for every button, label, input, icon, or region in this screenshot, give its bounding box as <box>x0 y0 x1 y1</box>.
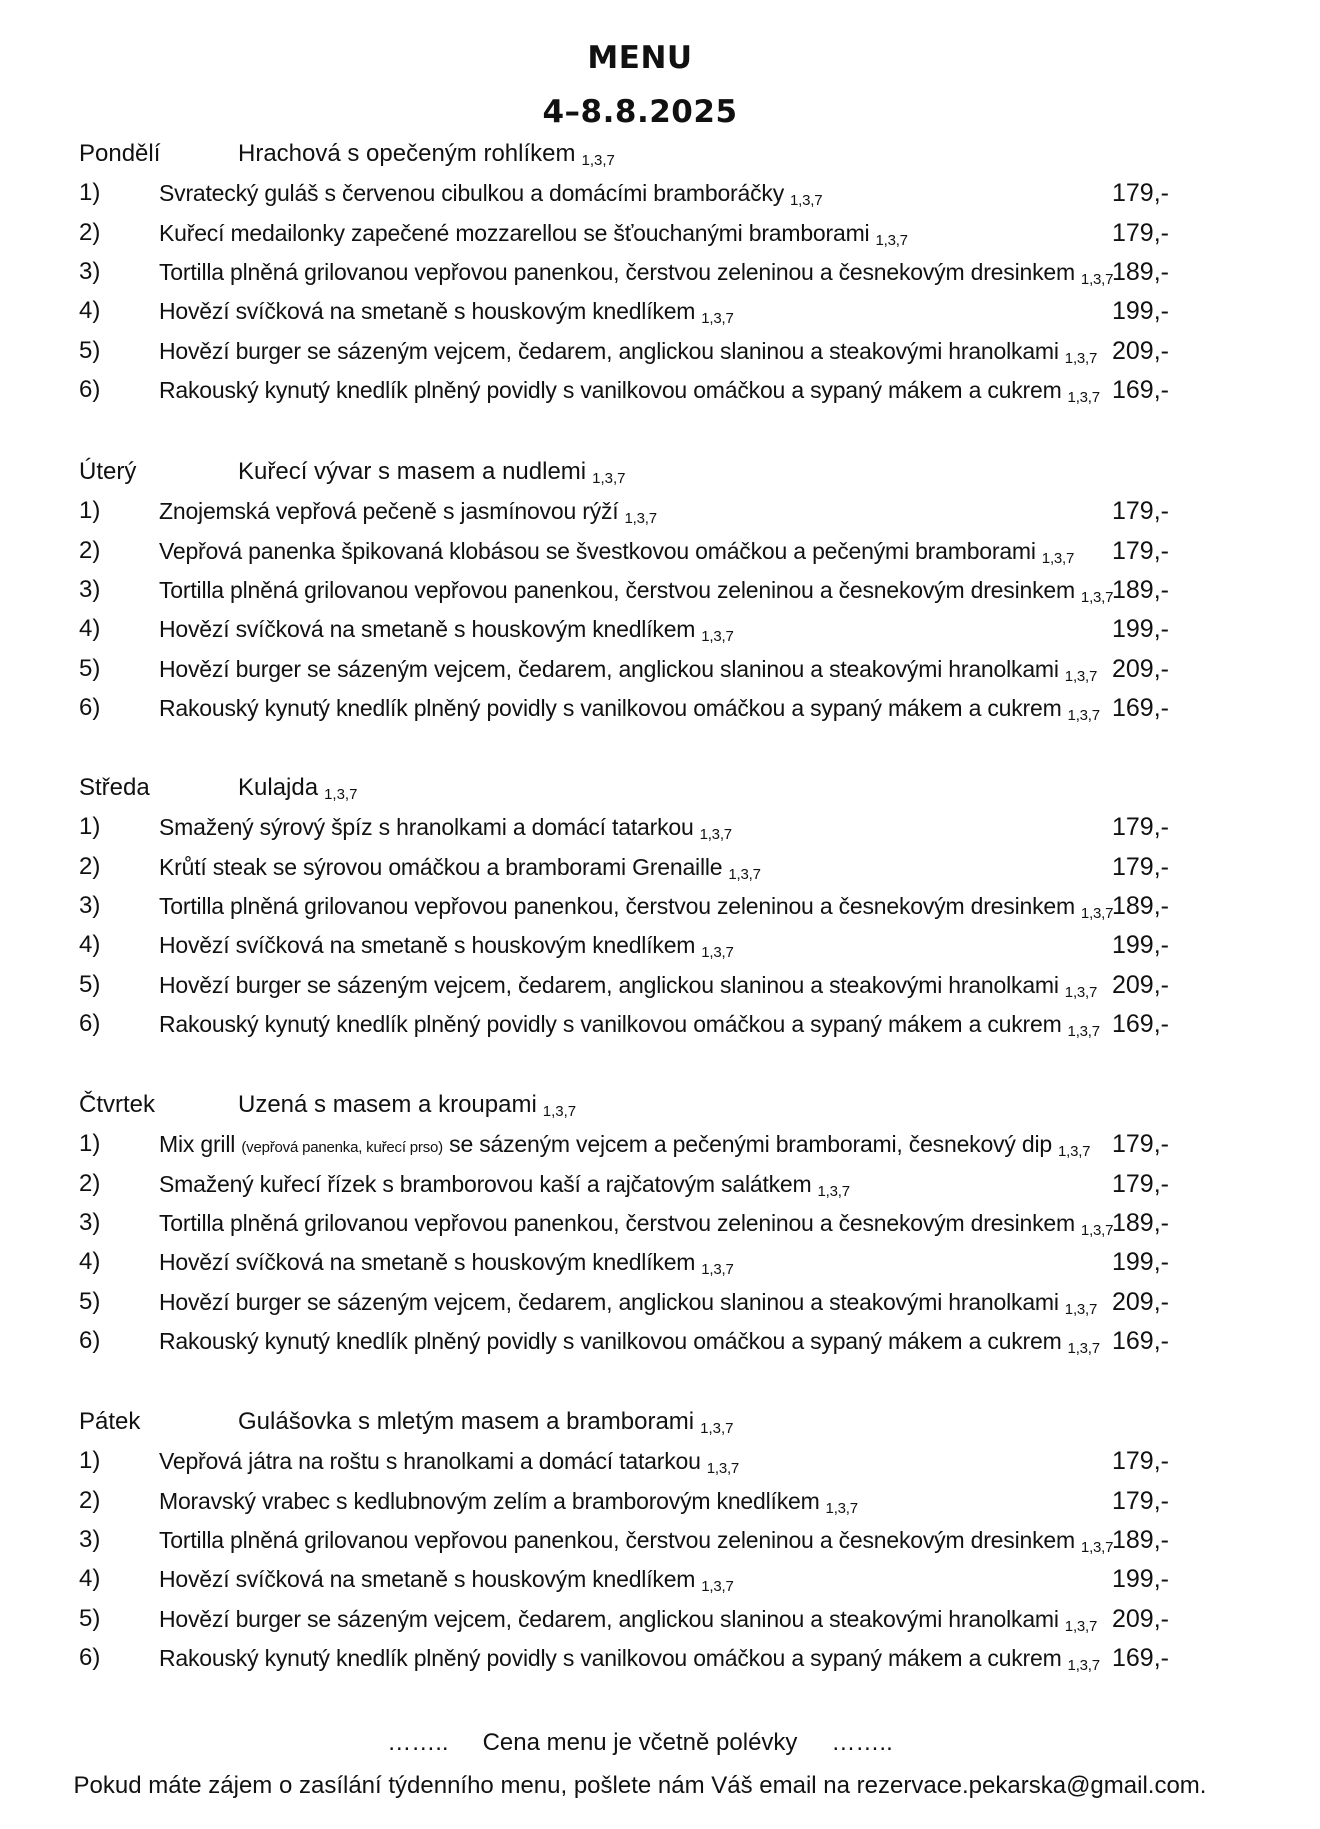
dish-price: 189,- <box>1112 1208 1169 1237</box>
dish-allergens: 1,3,7 <box>1064 1617 1098 1635</box>
dish-price: 179,- <box>1112 1169 1169 1198</box>
dish-row <box>0 1481 1320 1521</box>
dish-row <box>0 1520 1320 1560</box>
dish-number: 2) <box>79 1486 101 1514</box>
soup-name: Kuřecí vývar s masem a nudlemi <box>238 458 587 485</box>
dish-allergens: 1,3,7 <box>1067 388 1100 406</box>
dish-row <box>0 925 1320 965</box>
menu-date-range: 4–8.8.2025 <box>542 94 738 130</box>
dish-name: Hovězí svíčková na smetaně s houskovým knedlíkem <box>159 932 696 959</box>
dish-number: 5) <box>79 970 101 998</box>
dish-price: 199,- <box>1112 615 1169 644</box>
dish-row <box>0 1441 1320 1481</box>
dish-row <box>0 688 1320 728</box>
dish-description <box>159 1599 1097 1643</box>
dish-row <box>0 1638 1320 1678</box>
soup-allergens: 1,3,7 <box>581 152 615 169</box>
dish-name: Hovězí svíčková na smetaně s houskovým knedlíkem <box>159 1249 696 1276</box>
dish-number: 1) <box>79 813 101 841</box>
dish-description <box>159 847 761 891</box>
dish-name-prefix: Mix grill <box>159 1131 236 1158</box>
day-header <box>0 1085 1320 1125</box>
dish-price: 209,- <box>1112 336 1169 365</box>
dish-number: 4) <box>79 1565 101 1593</box>
dish-price: 199,- <box>1112 931 1169 960</box>
dish-name: Hovězí burger se sázeným vejcem, čedarem, anglickou slaninou a steakovými hranolkami <box>159 1288 1059 1315</box>
dish-number: 5) <box>79 1287 101 1315</box>
dish-description <box>159 807 732 851</box>
dish-number: 1) <box>79 179 101 207</box>
dish-price: 209,- <box>1112 654 1169 683</box>
day-header <box>0 452 1320 492</box>
dish-row <box>0 609 1320 649</box>
dish-description <box>159 1638 1100 1682</box>
dish-description <box>159 531 1074 575</box>
dish-name: Tortilla plněná grilovanou vepřovou panenkou, čerstvou zeleninou a česnekovým dresinkem <box>159 1209 1075 1236</box>
dish-description <box>159 925 734 969</box>
footer-dots-left: …….. <box>387 1729 449 1756</box>
soup-allergens: 1,3,7 <box>592 470 626 487</box>
day-name: Čtvrtek <box>79 1091 156 1118</box>
dish-note: (vepřová panenka, kuřecí prso) <box>241 1139 443 1157</box>
dish-description <box>159 886 1113 930</box>
dish-number: 6) <box>79 1009 101 1037</box>
dish-row <box>0 1124 1320 1164</box>
dish-number: 6) <box>79 375 101 403</box>
dish-price: 179,- <box>1112 1130 1169 1159</box>
dish-price: 179,- <box>1112 1486 1169 1515</box>
dish-price: 189,- <box>1112 575 1169 604</box>
dish-description <box>159 1164 850 1208</box>
dish-number: 3) <box>79 257 101 285</box>
soup-name: Kulajda <box>238 774 319 801</box>
dish-row <box>0 1242 1320 1282</box>
dish-allergens: 1,3,7 <box>875 231 908 249</box>
dish-name: Rakouský kynutý knedlík plněný povidly s vanilkovou omáčkou a sypaný mákem a cukrem <box>159 376 1062 403</box>
soup-allergens: 1,3,7 <box>700 1420 734 1437</box>
dish-name: Hovězí burger se sázeným vejcem, čedarem, anglickou slaninou a steakovými hranolkami <box>159 1605 1059 1632</box>
dish-allergens: 1,3,7 <box>817 1182 850 1200</box>
soup-name: Gulášovka s mletým masem a bramborami <box>238 1408 695 1435</box>
dish-description <box>159 649 1097 693</box>
dish-allergens: 1,3,7 <box>706 1460 740 1478</box>
dish-allergens: 1,3,7 <box>1067 706 1100 724</box>
dish-description <box>159 1124 1090 1168</box>
dish-price: 179,- <box>1112 497 1169 526</box>
dish-price: 169,- <box>1112 1009 1169 1038</box>
dish-name: Vepřová játra na roštu s hranolkami a domácí tatarkou <box>159 1448 701 1475</box>
dish-row <box>0 1559 1320 1599</box>
dish-name: Hovězí svíčková na smetaně s houskovým knedlíkem <box>159 298 696 325</box>
dish-description <box>159 1004 1100 1048</box>
dish-allergens: 1,3,7 <box>701 944 734 962</box>
dish-name: Tortilla plněná grilovanou vepřovou panenkou, čerstvou zeleninou a česnekovým dresinkem <box>159 1526 1075 1553</box>
dish-price: 169,- <box>1112 375 1169 404</box>
day-header <box>0 134 1320 174</box>
dish-allergens: 1,3,7 <box>1064 667 1098 685</box>
day-name: Úterý <box>79 458 137 485</box>
dish-allergens: 1,3,7 <box>1080 1538 1114 1556</box>
day-header <box>0 768 1320 808</box>
dish-name: Rakouský kynutý knedlík plněný povidly s vanilkovou omáčkou a sypaný mákem a cukrem <box>159 1327 1062 1354</box>
dish-number: 1) <box>79 1447 101 1475</box>
dish-allergens: 1,3,7 <box>1067 1656 1100 1674</box>
dish-row <box>0 491 1320 531</box>
dish-number: 3) <box>79 575 101 603</box>
dish-description <box>159 1559 734 1603</box>
dish-description <box>159 965 1097 1009</box>
dish-number: 3) <box>79 1208 101 1236</box>
dish-allergens: 1,3,7 <box>1064 349 1098 367</box>
day-name: Středa <box>79 774 150 801</box>
dish-allergens: 1,3,7 <box>1064 983 1098 1001</box>
dish-price: 189,- <box>1112 257 1169 286</box>
dish-allergens: 1,3,7 <box>701 628 734 646</box>
dish-name: Hovězí svíčková na smetaně s houskovým knedlíkem <box>159 1566 696 1593</box>
dish-price: 199,- <box>1112 1248 1169 1277</box>
dish-number: 3) <box>79 1525 101 1553</box>
dish-number: 5) <box>79 654 101 682</box>
dish-name: Rakouský kynutý knedlík plněný povidly s vanilkovou omáčkou a sypaný mákem a cukrem <box>159 1010 1062 1037</box>
dish-description <box>159 688 1100 732</box>
dish-number: 5) <box>79 336 101 364</box>
dish-number: 5) <box>79 1604 101 1632</box>
dish-row <box>0 886 1320 926</box>
dish-price: 199,- <box>1112 297 1169 326</box>
dish-number: 4) <box>79 297 101 325</box>
soup-of-day <box>238 1085 576 1128</box>
dish-number: 6) <box>79 693 101 721</box>
dish-price: 209,- <box>1112 970 1169 999</box>
dish-name: Smažený sýrový špíz s hranolkami a domácí tatarkou <box>159 814 694 841</box>
dish-number: 6) <box>79 1326 101 1354</box>
dish-number: 4) <box>79 615 101 643</box>
dish-name: Hovězí burger se sázeným vejcem, čedarem, anglickou slaninou a steakovými hranolkami <box>159 971 1059 998</box>
dish-description <box>159 1441 739 1485</box>
dish-row <box>0 807 1320 847</box>
dish-price: 209,- <box>1112 1287 1169 1316</box>
dish-allergens: 1,3,7 <box>1057 1143 1091 1161</box>
dish-price: 209,- <box>1112 1604 1169 1633</box>
dish-allergens: 1,3,7 <box>1067 1339 1100 1357</box>
dish-name: Hovězí burger se sázeným vejcem, čedarem, anglickou slaninou a steakovými hranolkami <box>159 337 1059 364</box>
dish-number: 4) <box>79 1248 101 1276</box>
dish-row <box>0 649 1320 689</box>
dish-row <box>0 1321 1320 1361</box>
soup-allergens: 1,3,7 <box>324 786 358 803</box>
dish-row <box>0 1004 1320 1044</box>
dish-description <box>159 609 734 653</box>
footer-contact: Pokud máte zájem o zasílání týdenního menu, pošlete nám Váš email na rezervace.pekarska@gmail.com. <box>73 1772 1207 1799</box>
dish-name: Moravský vrabec s kedlubnovým zelím a bramborovým knedlíkem <box>159 1487 820 1514</box>
soup-of-day <box>238 452 626 495</box>
dish-description <box>159 213 908 257</box>
dish-number: 2) <box>79 852 101 880</box>
dish-number: 3) <box>79 891 101 919</box>
dish-name: Tortilla plněná grilovanou vepřovou panenkou, čerstvou zeleninou a česnekovým dresinkem <box>159 576 1075 603</box>
dish-price: 179,- <box>1112 1447 1169 1476</box>
dish-description <box>159 370 1100 414</box>
footer-note: Cena menu je včetně polévky <box>482 1729 798 1756</box>
dish-description <box>159 570 1113 614</box>
dish-name: Smažený kuřecí řízek s bramborovou kaší a rajčatovým salátkem <box>159 1170 812 1197</box>
soup-of-day <box>238 768 357 811</box>
dish-name: Krůtí steak se sýrovou omáčkou a bramborami Grenaille <box>159 853 723 880</box>
dish-row <box>0 173 1320 213</box>
dish-number: 4) <box>79 931 101 959</box>
dish-name: se sázeným vejcem a pečenými bramborami, česnekový dip <box>449 1131 1052 1158</box>
dish-row <box>0 1164 1320 1204</box>
dish-allergens: 1,3,7 <box>1080 270 1114 288</box>
dish-name: Tortilla plněná grilovanou vepřovou panenkou, čerstvou zeleninou a česnekovým dresinkem <box>159 892 1075 919</box>
dish-allergens: 1,3,7 <box>1080 588 1114 606</box>
soup-of-day <box>238 134 615 177</box>
dish-price: 179,- <box>1112 852 1169 881</box>
dish-price: 189,- <box>1112 1525 1169 1554</box>
dish-number: 1) <box>79 1130 101 1158</box>
dish-allergens: 1,3,7 <box>624 510 657 528</box>
dish-name: Hovězí svíčková na smetaně s houskovým knedlíkem <box>159 616 696 643</box>
soup-of-day <box>238 1402 734 1445</box>
footer-dots-right: …….. <box>831 1729 893 1756</box>
dish-price: 179,- <box>1112 218 1169 247</box>
soup-allergens: 1,3,7 <box>542 1103 577 1120</box>
dish-row <box>0 1282 1320 1322</box>
dish-allergens: 1,3,7 <box>825 1499 858 1517</box>
dish-name: Vepřová panenka špikovaná klobásou se švestkovou omáčkou a pečenými bramborami <box>159 537 1036 564</box>
dish-row <box>0 847 1320 887</box>
dish-description <box>159 1203 1113 1247</box>
dish-description <box>159 331 1097 375</box>
dish-allergens: 1,3,7 <box>1041 549 1075 567</box>
dish-row <box>0 570 1320 610</box>
dish-row <box>0 331 1320 371</box>
dish-allergens: 1,3,7 <box>1064 1300 1098 1318</box>
dish-price: 189,- <box>1112 891 1169 920</box>
soup-name: Uzená s masem a kroupami <box>238 1091 537 1118</box>
dish-allergens: 1,3,7 <box>728 865 761 883</box>
dish-number: 1) <box>79 497 101 525</box>
dish-price: 179,- <box>1112 813 1169 842</box>
dish-description <box>159 1481 858 1525</box>
dish-number: 2) <box>79 218 101 246</box>
dish-description <box>159 1520 1113 1564</box>
dish-row <box>0 252 1320 292</box>
dish-allergens: 1,3,7 <box>1080 904 1114 922</box>
dish-price: 179,- <box>1112 179 1169 208</box>
dish-allergens: 1,3,7 <box>1080 1221 1114 1239</box>
dish-number: 6) <box>79 1643 101 1671</box>
day-name: Pondělí <box>79 140 161 167</box>
dish-name: Tortilla plněná grilovanou vepřovou panenkou, čerstvou zeleninou a česnekovým dresinkem <box>159 258 1075 285</box>
day-name: Pátek <box>79 1408 141 1435</box>
dish-price: 199,- <box>1112 1565 1169 1594</box>
dish-number: 2) <box>79 536 101 564</box>
dish-description <box>159 291 734 335</box>
dish-name: Rakouský kynutý knedlík plněný povidly s vanilkovou omáčkou a sypaný mákem a cukrem <box>159 694 1062 721</box>
dish-row <box>0 291 1320 331</box>
dish-description <box>159 1282 1097 1326</box>
dish-allergens: 1,3,7 <box>1067 1022 1100 1040</box>
dish-price: 179,- <box>1112 536 1169 565</box>
dish-allergens: 1,3,7 <box>701 310 734 328</box>
dish-row <box>0 370 1320 410</box>
dish-price: 169,- <box>1112 693 1169 722</box>
dish-description <box>159 252 1113 296</box>
dish-row <box>0 531 1320 571</box>
dish-allergens: 1,3,7 <box>701 1261 734 1279</box>
dish-allergens: 1,3,7 <box>790 192 823 210</box>
dish-name: Svratecký guláš s červenou cibulkou a domácími bramboráčky <box>159 180 785 207</box>
dish-row <box>0 213 1320 253</box>
dish-row <box>0 965 1320 1005</box>
dish-name: Rakouský kynutý knedlík plněný povidly s vanilkovou omáčkou a sypaný mákem a cukrem <box>159 1644 1062 1671</box>
dish-number: 2) <box>79 1169 101 1197</box>
dish-allergens: 1,3,7 <box>701 1578 734 1596</box>
footer-note-line <box>0 1729 1280 1757</box>
menu-title: MENU <box>587 40 693 76</box>
dish-row <box>0 1203 1320 1243</box>
dish-price: 169,- <box>1112 1326 1169 1355</box>
dish-name: Kuřecí medailonky zapečené mozzarellou se šťouchanými bramborami <box>159 219 870 246</box>
dish-name: Znojemská vepřová pečeně s jasmínovou rýží <box>159 498 619 525</box>
dish-description <box>159 491 657 535</box>
dish-price: 169,- <box>1112 1643 1169 1672</box>
dish-allergens: 1,3,7 <box>699 826 732 844</box>
dish-name: Hovězí burger se sázeným vejcem, čedarem, anglickou slaninou a steakovými hranolkami <box>159 655 1059 682</box>
dish-description <box>159 1321 1100 1365</box>
dish-description <box>159 173 822 217</box>
dish-description <box>159 1242 734 1286</box>
day-header <box>0 1402 1320 1442</box>
soup-name: Hrachová s opečeným rohlíkem <box>238 140 576 167</box>
dish-row <box>0 1599 1320 1639</box>
